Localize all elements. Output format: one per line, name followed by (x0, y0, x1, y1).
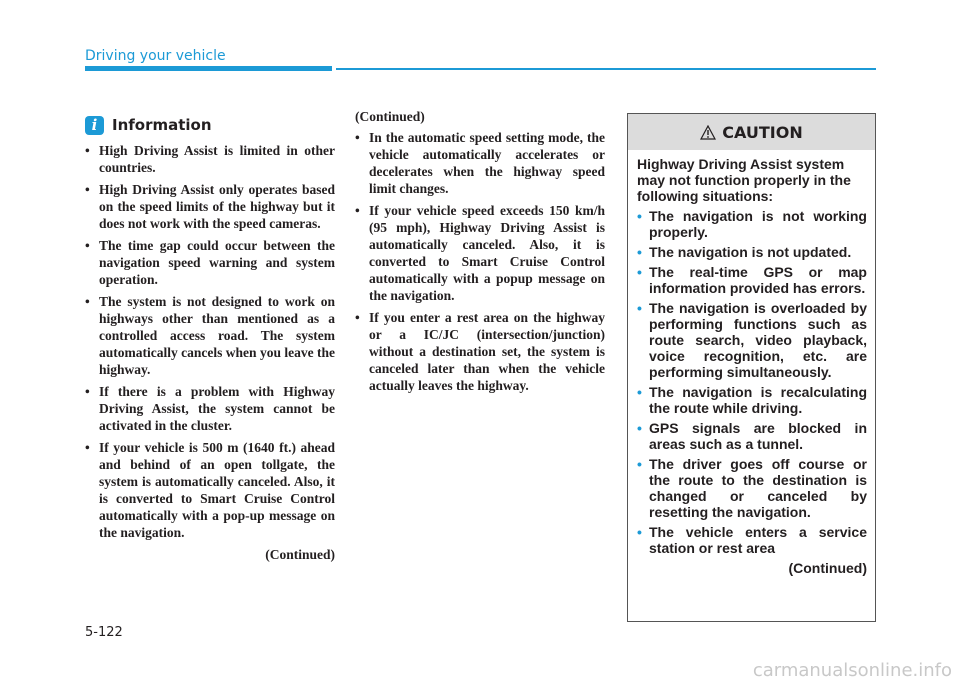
section-title: Driving your vehicle (85, 48, 226, 64)
caution-title: CAUTION (722, 122, 803, 142)
information-title: Information (112, 116, 212, 134)
information-column-1 (85, 142, 335, 563)
caution-intro: Highway Driving Assist system may not function properly in the following situations: (637, 156, 851, 204)
caution-header (628, 114, 875, 150)
information-column-2 (355, 108, 605, 399)
caution-continued-note: (Continued) (788, 560, 867, 576)
list-item: • The driver goes off course or the route to the destination is changed or canceled by resetting the navigation. (637, 456, 867, 520)
list-item: • The system is not designed to work on highways other than mentioned as a controlled access road. The system automatically cancels when you leave the highway. (85, 293, 335, 378)
info-icon: i (85, 116, 104, 135)
list-item: • High Driving Assist only operates based on the speed limits of the highway but it does not work with the speed cameras. (85, 181, 335, 232)
list-item: • If you enter a rest area on the highway or a IC/JC (intersection/junction) without a destination set, the system is canceled later than when the vehicle actually leaves the highway. (355, 309, 605, 394)
continued-note-col2: (Continued) (355, 109, 425, 124)
list-item: • In the automatic speed setting mode, the vehicle automatically accelerates or decelerates when the highway speed limit changes. (355, 129, 605, 197)
information-list-2 (355, 129, 605, 394)
information-list-1 (85, 142, 335, 541)
list-item: • The real-time GPS or map information provided has errors. (637, 264, 867, 296)
page-number: 5-122 (85, 625, 123, 640)
watermark: carmanualsonline.info (752, 660, 952, 681)
list-item: • The navigation is recalculating the route while driving. (637, 384, 867, 416)
header-rule-thick (85, 66, 332, 71)
list-item: • The time gap could occur between the navigation speed warning and system operation. (85, 237, 335, 288)
list-item: • If your vehicle is 500 m (1640 ft.) ahead and behind of an open tollgate, the system is automatically canceled. Also, it is converted to Smart Cruise Control automatically with a pop-up message on the navigation. (85, 439, 335, 541)
list-item: • The vehicle enters a service station or rest area (637, 524, 867, 556)
list-item: • If your vehicle speed exceeds 150 km/h (95 mph), Highway Driving Assist is automatically canceled. Also, it is converted to Smart Cruise Control automatically with a popup message on the navigation. (355, 202, 605, 304)
list-item: • High Driving Assist is limited in other countries. (85, 142, 335, 176)
list-item: • If there is a problem with Highway Driving Assist, the system cannot be activated in the cluster. (85, 383, 335, 434)
continued-note-col1: (Continued) (265, 547, 335, 562)
caution-box (627, 113, 876, 622)
list-item: • The navigation is not working properly. (637, 208, 867, 240)
warning-triangle-icon (700, 125, 716, 140)
caution-body (628, 150, 875, 576)
header-rule-thin (336, 68, 876, 70)
list-item: • The navigation is not updated. (637, 244, 867, 260)
caution-list (637, 208, 867, 556)
list-item: • GPS signals are blocked in areas such as a tunnel. (637, 420, 867, 452)
information-heading (85, 113, 212, 137)
list-item: • The navigation is overloaded by performing functions such as route search, video playback, voice recognition, etc. are performing simultaneously. (637, 300, 867, 380)
